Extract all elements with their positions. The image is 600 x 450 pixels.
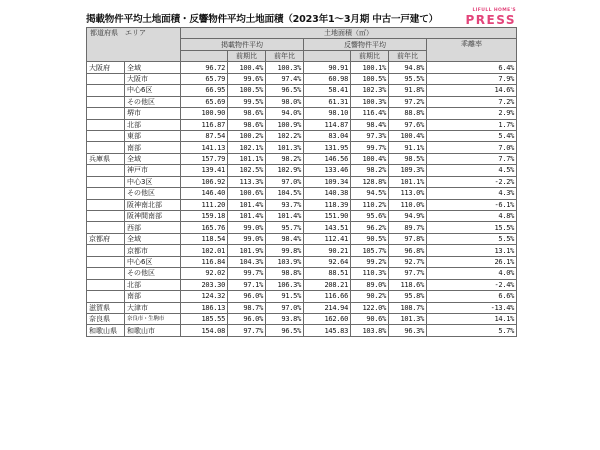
listed-qoq-cell: 97.7% [228, 325, 266, 336]
inquiry-cell: 112.41 [304, 233, 351, 244]
area-cell: 阪神南北部 [125, 199, 181, 210]
header-blank-listed [181, 50, 228, 61]
brand-logo [466, 8, 516, 26]
listed-yoy-cell: 99.8% [266, 245, 304, 256]
inquiry-yoy-cell: 96.3% [389, 325, 427, 336]
listed-cell: 65.69 [181, 96, 228, 107]
listed-cell: 87.54 [181, 130, 228, 141]
table-row [87, 279, 517, 290]
table-row [87, 256, 517, 267]
prefecture-cell [87, 108, 125, 119]
inquiry-qoq-cell: 95.6% [351, 211, 389, 222]
area-cell: 中心3区 [125, 176, 181, 187]
prefecture-cell: 兵庫県 [87, 153, 125, 164]
inquiry-cell: 60.98 [304, 73, 351, 84]
table-row [87, 245, 517, 256]
inquiry-yoy-cell: 95.8% [389, 291, 427, 302]
area-cell: 全域 [125, 62, 181, 73]
listed-yoy-cell: 101.3% [266, 142, 304, 153]
area-cell: 北部 [125, 279, 181, 290]
header-inquiry-avg: 反響物件平均 [304, 39, 427, 50]
ratio-cell: 4.8% [427, 211, 517, 222]
inquiry-qoq-cell: 128.8% [351, 176, 389, 187]
prefecture-cell [87, 256, 125, 267]
ratio-cell: 5.7% [427, 325, 517, 336]
prefecture-cell [87, 96, 125, 107]
listed-cell: 154.08 [181, 325, 228, 336]
inquiry-qoq-cell: 116.4% [351, 108, 389, 119]
ratio-cell: 5.4% [427, 130, 517, 141]
listed-qoq-cell: 100.4% [228, 62, 266, 73]
listed-qoq-cell: 97.1% [228, 279, 266, 290]
ratio-cell: 6.4% [427, 62, 517, 73]
inquiry-qoq-cell: 102.3% [351, 85, 389, 96]
listed-yoy-cell: 93.8% [266, 313, 304, 324]
inquiry-cell: 88.51 [304, 268, 351, 279]
prefecture-cell [87, 245, 125, 256]
listed-yoy-cell: 97.4% [266, 73, 304, 84]
table-row [87, 142, 517, 153]
area-cell: 京都市 [125, 245, 181, 256]
prefecture-cell [87, 199, 125, 210]
prefecture-cell [87, 142, 125, 153]
area-cell: 阪神間南部 [125, 211, 181, 222]
inquiry-cell: 98.10 [304, 108, 351, 119]
inquiry-qoq-cell: 96.2% [351, 222, 389, 233]
prefecture-cell [87, 119, 125, 130]
brand-logo-top: LIFULL HOME'S [472, 8, 516, 13]
listed-qoq-cell: 98.6% [228, 108, 266, 119]
inquiry-cell: 208.21 [304, 279, 351, 290]
table-row [87, 302, 517, 313]
listed-qoq-cell: 102.5% [228, 165, 266, 176]
area-cell: 北部 [125, 119, 181, 130]
prefecture-cell [87, 188, 125, 199]
inquiry-qoq-cell: 100.5% [351, 73, 389, 84]
report-page [86, 8, 516, 444]
inquiry-cell: 118.39 [304, 199, 351, 210]
prefecture-cell: 和歌山県 [87, 325, 125, 336]
listed-cell: 157.79 [181, 153, 228, 164]
ratio-cell: 2.9% [427, 108, 517, 119]
table-row [87, 188, 517, 199]
inquiry-cell: 140.38 [304, 188, 351, 199]
inquiry-cell: 131.95 [304, 142, 351, 153]
inquiry-qoq-cell: 100.4% [351, 153, 389, 164]
table-row [87, 119, 517, 130]
listed-cell: 165.76 [181, 222, 228, 233]
inquiry-cell: 145.83 [304, 325, 351, 336]
table-row [87, 108, 517, 119]
inquiry-yoy-cell: 91.8% [389, 85, 427, 96]
ratio-cell: -6.1% [427, 199, 517, 210]
listed-cell: 66.95 [181, 85, 228, 96]
table-row [87, 73, 517, 84]
ratio-cell: 7.0% [427, 142, 517, 153]
listed-cell: 124.32 [181, 291, 228, 302]
area-cell: 堺市 [125, 108, 181, 119]
prefecture-cell [87, 291, 125, 302]
listed-qoq-cell: 100.6% [228, 188, 266, 199]
ratio-cell: 6.6% [427, 291, 517, 302]
area-cell: 大津市 [125, 302, 181, 313]
area-cell: 中心6区 [125, 256, 181, 267]
header-listed-yoy: 前年比 [266, 50, 304, 61]
inquiry-yoy-cell: 98.5% [389, 153, 427, 164]
table-row [87, 96, 517, 107]
inquiry-yoy-cell: 100.4% [389, 130, 427, 141]
area-cell: その他区 [125, 268, 181, 279]
ratio-cell: 4.5% [427, 165, 517, 176]
prefecture-cell [87, 130, 125, 141]
table-row [87, 313, 517, 324]
area-cell: 全域 [125, 153, 181, 164]
ratio-cell: 4.0% [427, 268, 517, 279]
area-cell: 南部 [125, 291, 181, 302]
listed-qoq-cell: 99.7% [228, 268, 266, 279]
ratio-cell: 14.6% [427, 85, 517, 96]
listed-qoq-cell: 101.1% [228, 153, 266, 164]
table-row [87, 153, 517, 164]
inquiry-yoy-cell: 94.8% [389, 62, 427, 73]
area-cell: 西部 [125, 222, 181, 233]
inquiry-qoq-cell: 110.2% [351, 199, 389, 210]
listed-yoy-cell: 94.0% [266, 108, 304, 119]
listed-yoy-cell: 103.9% [266, 256, 304, 267]
listed-cell: 139.41 [181, 165, 228, 176]
header-land-area: 土地面積（㎡） [181, 28, 517, 39]
header-listed-qoq: 前期比 [228, 50, 266, 61]
listed-qoq-cell: 99.0% [228, 222, 266, 233]
ratio-cell: -13.4% [427, 302, 517, 313]
header-listed-avg: 掲載物件平均 [181, 39, 304, 50]
listed-cell: 106.92 [181, 176, 228, 187]
area-cell: 中心6区 [125, 85, 181, 96]
inquiry-yoy-cell: 109.3% [389, 165, 427, 176]
table-row [87, 222, 517, 233]
inquiry-qoq-cell: 90.5% [351, 233, 389, 244]
table-row [87, 291, 517, 302]
listed-qoq-cell: 102.1% [228, 142, 266, 153]
ratio-cell: 4.3% [427, 188, 517, 199]
inquiry-yoy-cell: 97.8% [389, 233, 427, 244]
inquiry-cell: 146.56 [304, 153, 351, 164]
header-ratio: 乖離率 [427, 39, 517, 62]
listed-yoy-cell: 101.4% [266, 211, 304, 222]
area-cell: 東部 [125, 130, 181, 141]
inquiry-yoy-cell: 96.8% [389, 245, 427, 256]
listed-yoy-cell: 97.0% [266, 302, 304, 313]
listed-qoq-cell: 96.0% [228, 313, 266, 324]
brand-logo-main: PRESS [465, 13, 516, 27]
ratio-cell: 7.7% [427, 153, 517, 164]
inquiry-qoq-cell: 99.2% [351, 256, 389, 267]
listed-qoq-cell: 96.0% [228, 291, 266, 302]
inquiry-cell: 90.91 [304, 62, 351, 73]
listed-yoy-cell: 98.0% [266, 96, 304, 107]
table-row [87, 268, 517, 279]
inquiry-qoq-cell: 98.4% [351, 119, 389, 130]
listed-cell: 92.02 [181, 268, 228, 279]
inquiry-cell: 61.31 [304, 96, 351, 107]
listed-cell: 185.55 [181, 313, 228, 324]
header-inquiry-yoy: 前年比 [389, 50, 427, 61]
listed-qoq-cell: 101.4% [228, 211, 266, 222]
inquiry-yoy-cell: 95.5% [389, 73, 427, 84]
listed-qoq-cell: 99.5% [228, 96, 266, 107]
table-row [87, 176, 517, 187]
prefecture-cell: 滋賀県 [87, 302, 125, 313]
listed-qoq-cell: 104.3% [228, 256, 266, 267]
listed-cell: 65.79 [181, 73, 228, 84]
ratio-cell: 1.7% [427, 119, 517, 130]
area-cell: その他区 [125, 96, 181, 107]
listed-qoq-cell: 98.6% [228, 119, 266, 130]
ratio-cell: 5.5% [427, 233, 517, 244]
inquiry-qoq-cell: 90.2% [351, 291, 389, 302]
inquiry-yoy-cell: 108.7% [389, 302, 427, 313]
prefecture-cell [87, 211, 125, 222]
listed-yoy-cell: 96.5% [266, 325, 304, 336]
inquiry-yoy-cell: 97.7% [389, 268, 427, 279]
prefecture-cell [87, 176, 125, 187]
listed-qoq-cell: 99.0% [228, 233, 266, 244]
inquiry-cell: 214.94 [304, 302, 351, 313]
listed-yoy-cell: 98.8% [266, 268, 304, 279]
listed-cell: 186.13 [181, 302, 228, 313]
inquiry-yoy-cell: 91.1% [389, 142, 427, 153]
inquiry-cell: 116.66 [304, 291, 351, 302]
inquiry-qoq-cell: 90.6% [351, 313, 389, 324]
inquiry-qoq-cell: 94.5% [351, 188, 389, 199]
table-row [87, 325, 517, 336]
listed-qoq-cell: 99.6% [228, 73, 266, 84]
inquiry-qoq-cell: 103.8% [351, 325, 389, 336]
listed-yoy-cell: 104.5% [266, 188, 304, 199]
inquiry-qoq-cell: 105.7% [351, 245, 389, 256]
area-cell: 奈良市・生駒市 [125, 313, 181, 324]
listed-qoq-cell: 100.5% [228, 85, 266, 96]
table-row [87, 199, 517, 210]
listed-yoy-cell: 100.9% [266, 119, 304, 130]
area-cell: 南部 [125, 142, 181, 153]
listed-cell: 100.90 [181, 108, 228, 119]
prefecture-cell [87, 73, 125, 84]
inquiry-yoy-cell: 101.1% [389, 176, 427, 187]
inquiry-yoy-cell: 92.7% [389, 256, 427, 267]
listed-cell: 96.72 [181, 62, 228, 73]
inquiry-cell: 58.41 [304, 85, 351, 96]
listed-cell: 146.40 [181, 188, 228, 199]
prefecture-cell [87, 268, 125, 279]
listed-yoy-cell: 97.0% [266, 176, 304, 187]
table-row [87, 233, 517, 244]
listed-yoy-cell: 100.3% [266, 62, 304, 73]
listed-cell: 116.87 [181, 119, 228, 130]
table-row [87, 165, 517, 176]
inquiry-yoy-cell: 89.7% [389, 222, 427, 233]
listed-cell: 141.13 [181, 142, 228, 153]
listed-cell: 102.01 [181, 245, 228, 256]
prefecture-cell [87, 222, 125, 233]
inquiry-cell: 162.60 [304, 313, 351, 324]
inquiry-qoq-cell: 97.3% [351, 130, 389, 141]
listed-yoy-cell: 96.5% [266, 85, 304, 96]
area-cell: 大阪市 [125, 73, 181, 84]
page-title: 掲載物件平均土地面積・反響物件平均土地面積（2023年1〜3月期 中古一戸建て） [86, 14, 438, 25]
inquiry-yoy-cell: 101.3% [389, 313, 427, 324]
table-body [87, 62, 517, 337]
prefecture-cell [87, 165, 125, 176]
ratio-cell: 7.2% [427, 96, 517, 107]
ratio-cell: 26.1% [427, 256, 517, 267]
inquiry-qoq-cell: 99.7% [351, 142, 389, 153]
area-cell: 神戸市 [125, 165, 181, 176]
inquiry-yoy-cell: 94.9% [389, 211, 427, 222]
listed-cell: 159.18 [181, 211, 228, 222]
table-row [87, 130, 517, 141]
area-cell: 全域 [125, 233, 181, 244]
inquiry-qoq-cell: 89.0% [351, 279, 389, 290]
listed-cell: 203.30 [181, 279, 228, 290]
listed-yoy-cell: 98.4% [266, 233, 304, 244]
inquiry-cell: 151.90 [304, 211, 351, 222]
header-blank-inquiry [304, 50, 351, 61]
ratio-cell: -2.4% [427, 279, 517, 290]
listed-yoy-cell: 91.5% [266, 291, 304, 302]
area-cell: その他区 [125, 188, 181, 199]
listed-yoy-cell: 102.9% [266, 165, 304, 176]
inquiry-yoy-cell: 118.6% [389, 279, 427, 290]
header-pref-area: 都道府県 エリア [87, 28, 181, 62]
table-row [87, 211, 517, 222]
inquiry-cell: 92.64 [304, 256, 351, 267]
inquiry-qoq-cell: 98.2% [351, 165, 389, 176]
inquiry-yoy-cell: 88.8% [389, 108, 427, 119]
listed-qoq-cell: 98.7% [228, 302, 266, 313]
prefecture-cell: 京都府 [87, 233, 125, 244]
listed-cell: 116.84 [181, 256, 228, 267]
listed-qoq-cell: 101.4% [228, 199, 266, 210]
listed-qoq-cell: 101.9% [228, 245, 266, 256]
listed-qoq-cell: 113.3% [228, 176, 266, 187]
inquiry-cell: 143.51 [304, 222, 351, 233]
inquiry-qoq-cell: 100.1% [351, 62, 389, 73]
ratio-cell: -2.2% [427, 176, 517, 187]
inquiry-qoq-cell: 122.0% [351, 302, 389, 313]
listed-cell: 118.54 [181, 233, 228, 244]
inquiry-yoy-cell: 97.2% [389, 96, 427, 107]
inquiry-qoq-cell: 100.3% [351, 96, 389, 107]
prefecture-cell [87, 279, 125, 290]
inquiry-cell: 114.87 [304, 119, 351, 130]
listed-qoq-cell: 100.2% [228, 130, 266, 141]
inquiry-yoy-cell: 113.0% [389, 188, 427, 199]
ratio-cell: 13.1% [427, 245, 517, 256]
prefecture-cell [87, 85, 125, 96]
prefecture-cell: 大阪府 [87, 62, 125, 73]
inquiry-yoy-cell: 97.6% [389, 119, 427, 130]
listed-yoy-cell: 106.3% [266, 279, 304, 290]
ratio-cell: 7.9% [427, 73, 517, 84]
ratio-cell: 14.1% [427, 313, 517, 324]
inquiry-cell: 109.34 [304, 176, 351, 187]
inquiry-qoq-cell: 110.3% [351, 268, 389, 279]
land-area-table [86, 27, 517, 337]
listed-cell: 111.20 [181, 199, 228, 210]
inquiry-cell: 83.04 [304, 130, 351, 141]
prefecture-cell: 奈良県 [87, 313, 125, 324]
table-row [87, 62, 517, 73]
header-inquiry-qoq: 前期比 [351, 50, 389, 61]
listed-yoy-cell: 93.7% [266, 199, 304, 210]
listed-yoy-cell: 102.2% [266, 130, 304, 141]
inquiry-yoy-cell: 110.0% [389, 199, 427, 210]
table-row [87, 85, 517, 96]
inquiry-cell: 90.21 [304, 245, 351, 256]
ratio-cell: 15.5% [427, 222, 517, 233]
listed-yoy-cell: 95.7% [266, 222, 304, 233]
listed-yoy-cell: 98.2% [266, 153, 304, 164]
area-cell: 和歌山市 [125, 325, 181, 336]
inquiry-cell: 133.46 [304, 165, 351, 176]
